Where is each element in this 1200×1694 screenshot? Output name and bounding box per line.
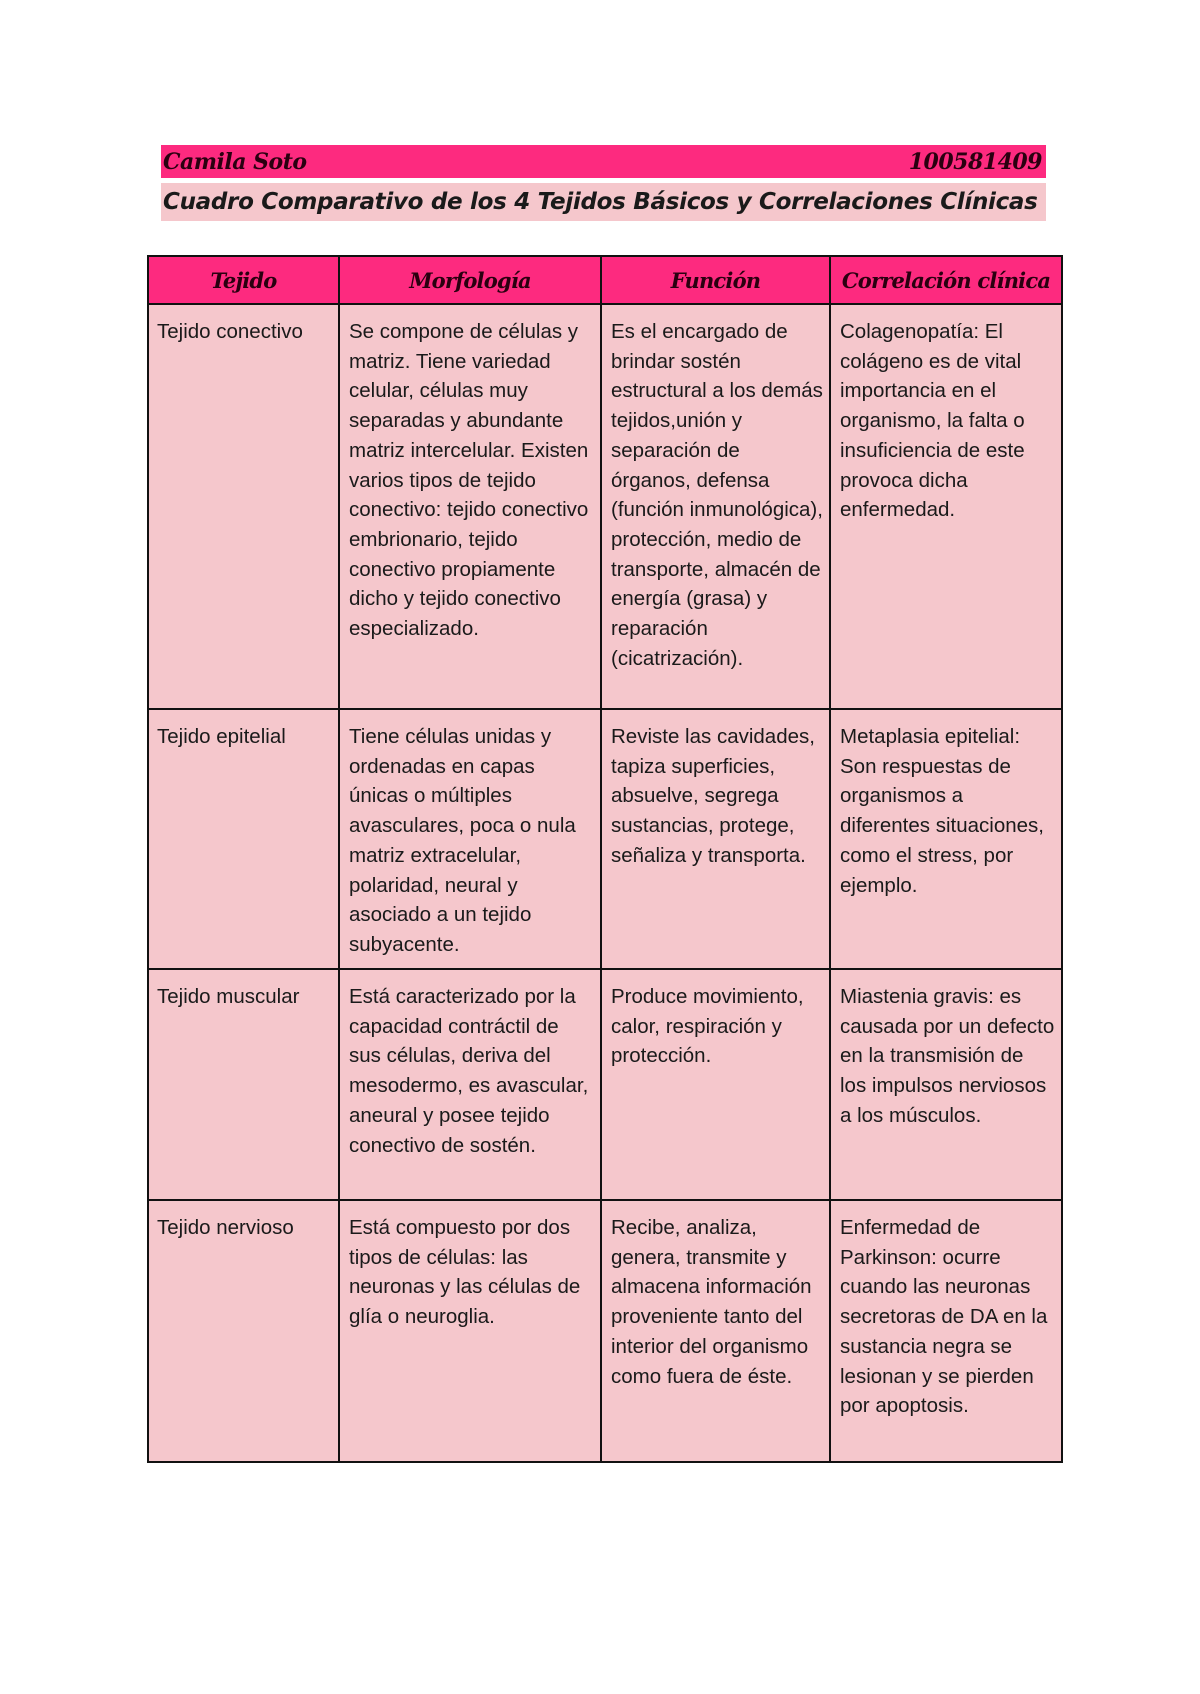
student-id: 100581409 [908, 148, 1042, 175]
document-title: Cuadro Comparativo de los 4 Tejidos Básicos y Correlaciones Clínicas [163, 189, 1038, 215]
cell-tejido: Tejido nervioso [148, 1200, 339, 1462]
column-header-funcion: Función [601, 256, 830, 304]
cell-funcion: Es el encargado de brindar sostén estructural a los demás tejidos,unión y separación de órganos, defensa (función inmunológica), protección, medio de transporte, almacén de energía (grasa) y reparación (cicatrización). [601, 304, 830, 709]
column-header-morfologia: Morfología [339, 256, 601, 304]
column-header-correlacion: Correlación clínica [830, 256, 1062, 304]
cell-morfologia: Tiene células unidas y ordenadas en capas únicas o múltiples avasculares, poca o nula matriz extracelular, polaridad, neural y asociado a un tejido subyacente. [339, 709, 601, 969]
table-row [148, 1200, 1062, 1462]
table-row [148, 304, 1062, 709]
table-row [148, 969, 1062, 1200]
cell-correlacion: Miastenia gravis: es causada por un defecto en la transmisión de los impulsos nerviosos a los músculos. [830, 969, 1062, 1200]
table-row [148, 709, 1062, 969]
cell-correlacion: Metaplasia epitelial: Son respuestas de organismos a diferentes situaciones, como el stress, por ejemplo. [830, 709, 1062, 969]
cell-morfologia: Está caracterizado por la capacidad contráctil de sus células, deriva del mesodermo, es avascular, aneural y posee tejido conectivo de sostén. [339, 969, 601, 1200]
column-header-tejido: Tejido [148, 256, 339, 304]
cell-tejido: Tejido muscular [148, 969, 339, 1200]
comparison-table [147, 255, 1063, 1463]
table-header-row [148, 256, 1062, 304]
cell-tejido: Tejido epitelial [148, 709, 339, 969]
student-header-bar [161, 145, 1046, 178]
cell-funcion: Recibe, analiza, genera, transmite y almacena información proveniente tanto del interior del organismo como fuera de éste. [601, 1200, 830, 1462]
cell-funcion: Reviste las cavidades, tapiza superficies, absuelve, segrega sustancias, protege, señaliza y transporta. [601, 709, 830, 969]
document-title-bar [161, 183, 1046, 221]
cell-correlacion: Colagenopatía: El colágeno es de vital importancia en el organismo, la falta o insuficiencia de este provoca dicha enfermedad. [830, 304, 1062, 709]
student-name: Camila Soto [163, 148, 307, 175]
cell-tejido: Tejido conectivo [148, 304, 339, 709]
cell-morfologia: Se compone de células y matriz. Tiene variedad celular, células muy separadas y abundante matriz intercelular. Existen varios tipos de tejido conectivo: tejido conectivo embrionario, tejido conectivo propiamente dicho y tejido conectivo especializado. [339, 304, 601, 709]
cell-morfologia: Está compuesto por dos tipos de células: las neuronas y las células de glía o neuroglia. [339, 1200, 601, 1462]
cell-correlacion: Enfermedad de Parkinson: ocurre cuando las neuronas secretoras de DA en la sustancia negra se lesionan y se pierden por apoptosis. [830, 1200, 1062, 1462]
cell-funcion: Produce movimiento, calor, respiración y protección. [601, 969, 830, 1200]
